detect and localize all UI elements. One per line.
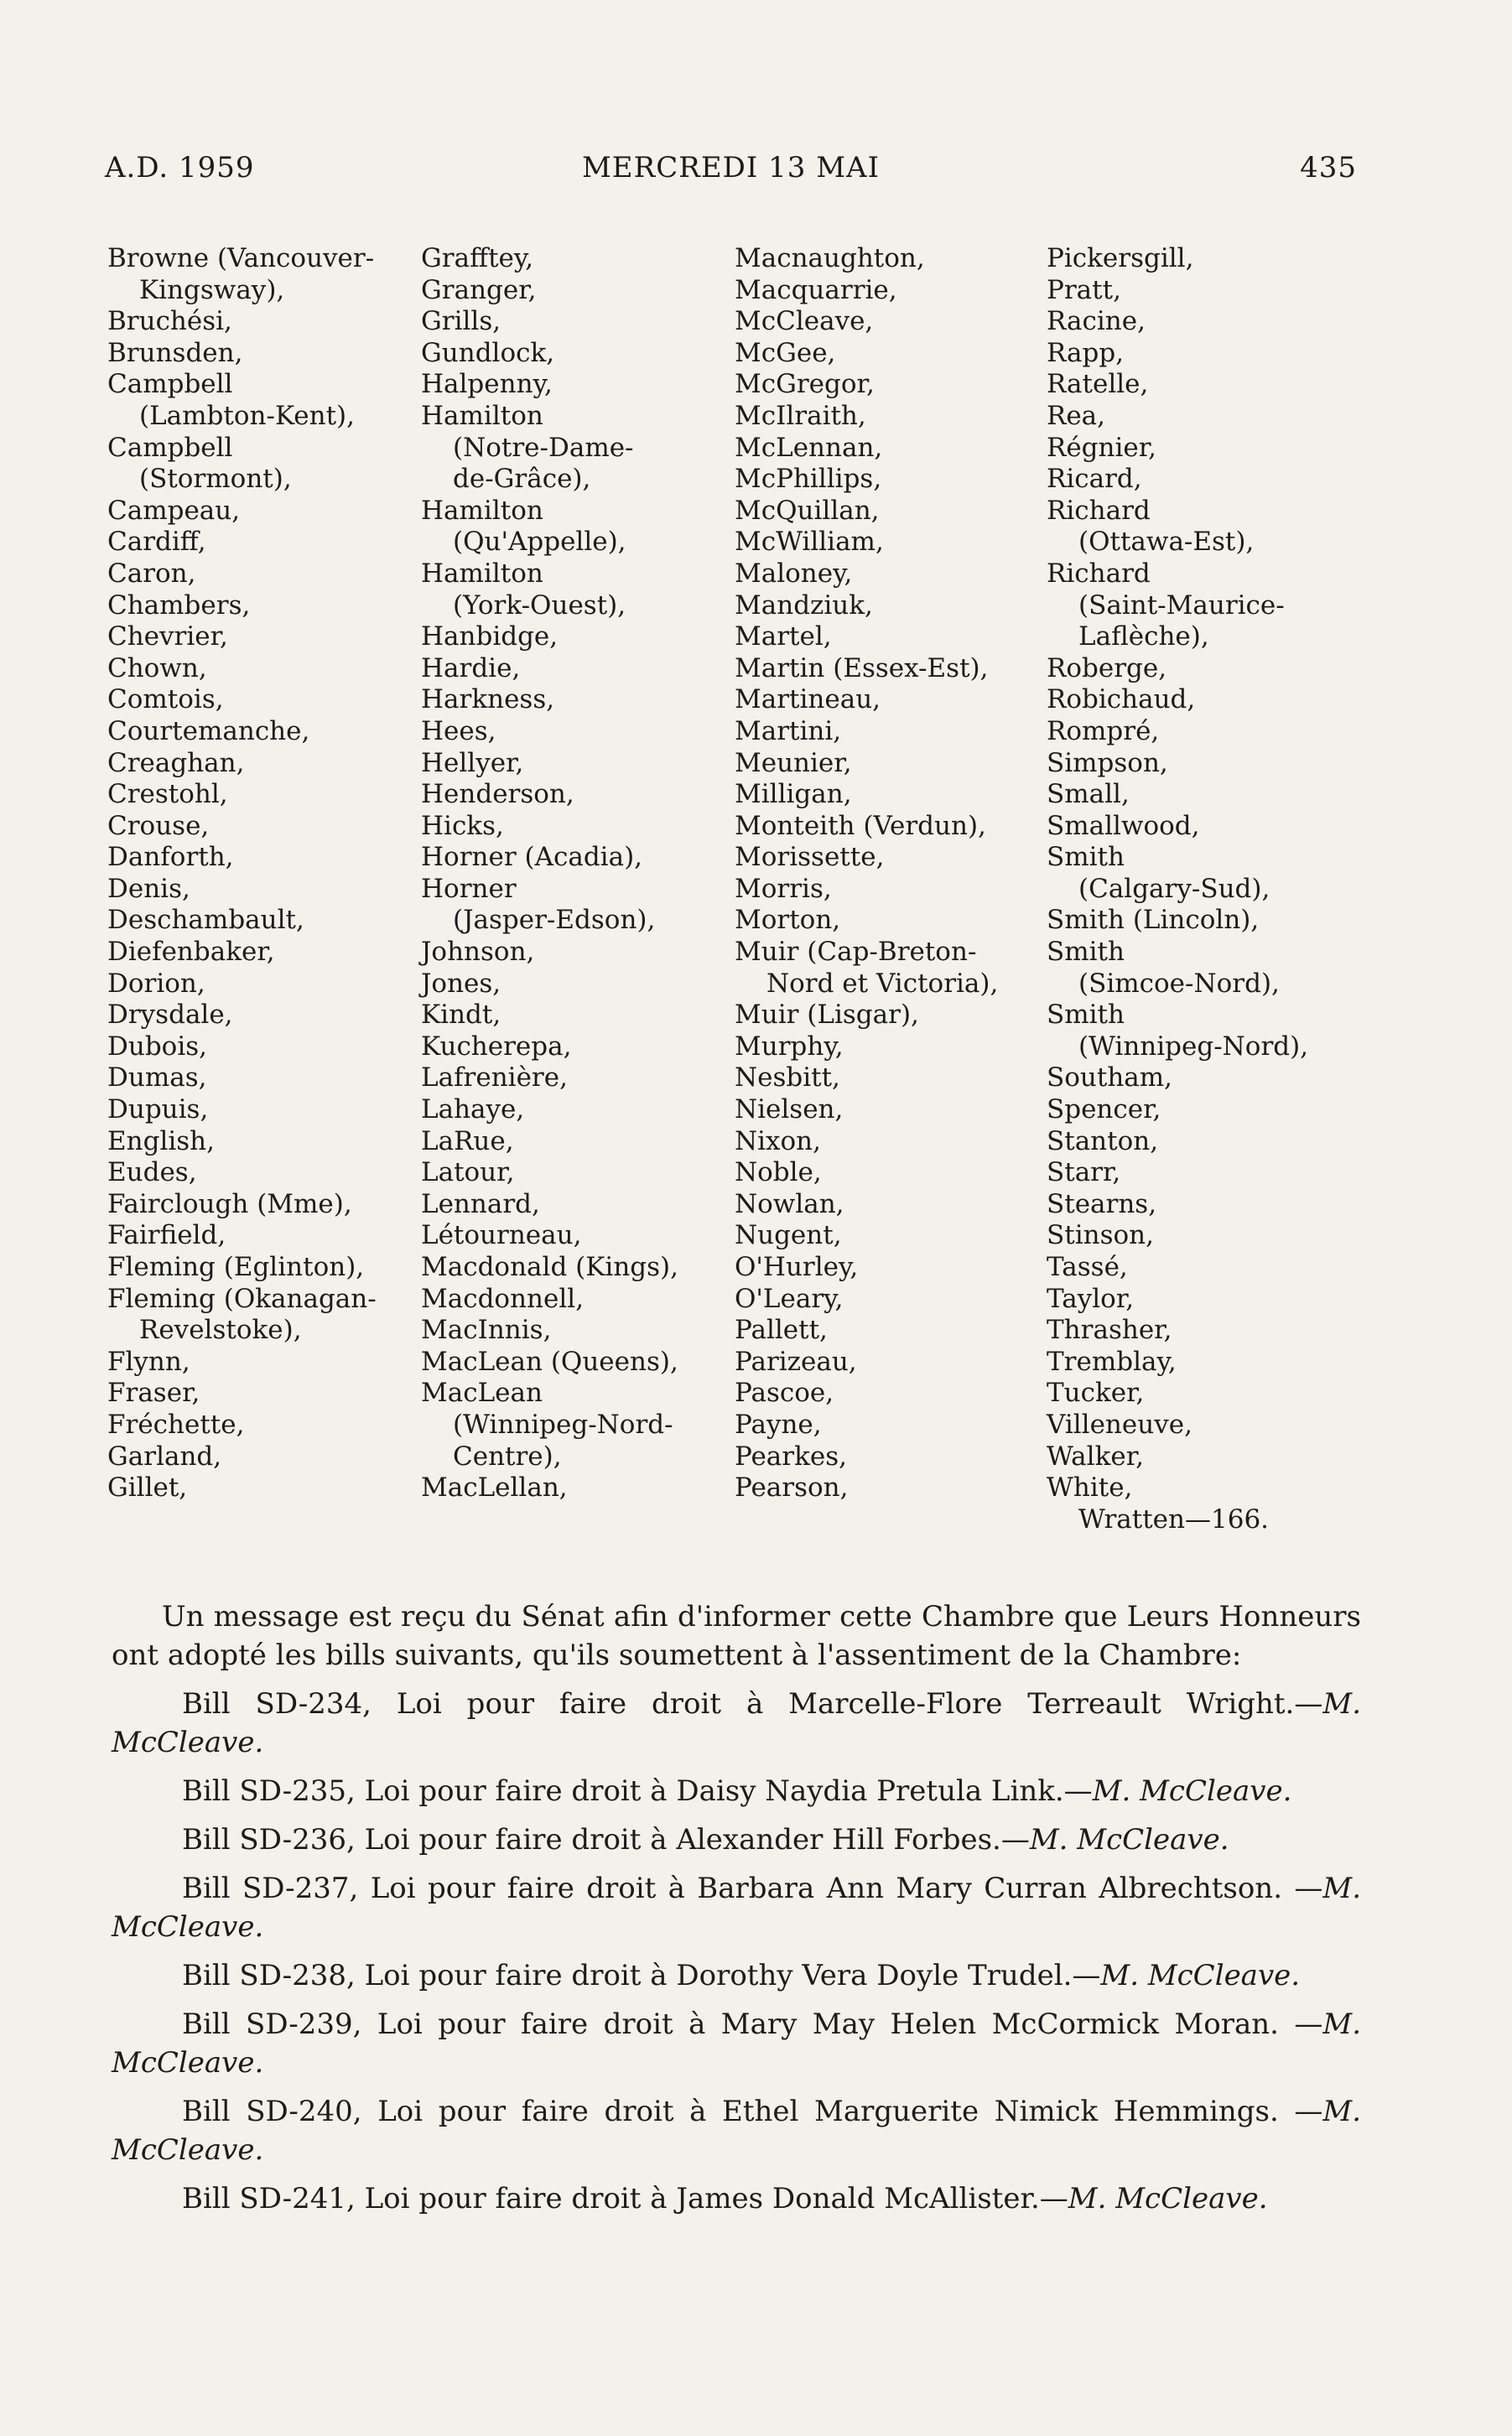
member-name: Dorion, [107, 968, 205, 999]
member-name: MacInnis, [421, 1315, 552, 1346]
member-name: Richard [1047, 558, 1151, 589]
member-name: Lahaye, [421, 1094, 525, 1125]
member-name: Denis, [107, 873, 190, 904]
member-name: (Winnipeg-Nord), [1078, 1031, 1309, 1062]
member-name: Kucherepa, [421, 1031, 572, 1062]
member-name: Laflèche), [1078, 621, 1209, 652]
member-name: Villeneuve, [1047, 1409, 1192, 1440]
member-name: (York-Ouest), [453, 590, 626, 621]
member-name: (Jasper-Edson), [453, 905, 656, 936]
member-name: White, [1047, 1473, 1133, 1504]
member-name: Bruchési, [107, 306, 232, 337]
member-name: O'Leary, [735, 1283, 844, 1314]
member-name: Morton, [735, 905, 841, 936]
member-name: Starr, [1047, 1157, 1121, 1188]
member-name: Rapp, [1047, 337, 1125, 368]
header-year: A.D. 1959 [105, 151, 255, 184]
member-name: (Winnipeg-Nord- [453, 1409, 673, 1440]
bill-sponsor: M. McCleave. [1092, 1774, 1292, 1808]
member-name: Browne (Vancouver- [107, 243, 375, 273]
bill-entry [112, 2179, 1361, 2218]
member-name: Muir (Lisgar), [735, 1000, 919, 1031]
member-name: Pratt, [1047, 274, 1121, 305]
member-name: Tucker, [1047, 1378, 1145, 1409]
member-name: MacLean [421, 1378, 543, 1409]
senate-message-section [112, 1597, 1361, 2228]
member-name: Revelstoke), [139, 1315, 302, 1346]
member-name: Gundlock, [421, 337, 555, 368]
member-name: McLennan, [735, 432, 883, 463]
member-name: Chown, [107, 652, 207, 683]
member-name: Garland, [107, 1441, 222, 1472]
member-name: Hamilton [421, 400, 543, 431]
member-name: Chambers, [107, 590, 251, 621]
member-name: Dubois, [107, 1031, 208, 1062]
member-name: Fleming (Okanagan- [107, 1283, 377, 1314]
bill-entry [112, 2005, 1361, 2082]
member-name: Murphy, [735, 1031, 844, 1062]
member-name: Morissette, [735, 842, 885, 873]
member-name: Pearkes, [735, 1441, 848, 1472]
member-name: Richard [1047, 495, 1151, 526]
bill-sponsor: M. McCleave. [112, 2095, 1361, 2167]
member-name: Maloney, [735, 558, 853, 589]
member-name: Racine, [1047, 306, 1146, 337]
member-name: Smith [1047, 937, 1125, 968]
member-name: Hardie, [421, 652, 521, 683]
member-name: Nesbitt, [735, 1062, 840, 1093]
member-name: Pallett, [735, 1315, 828, 1346]
member-name: Stearns, [1047, 1188, 1157, 1219]
member-name: Cardiff, [107, 527, 206, 558]
member-name: Lennard, [421, 1188, 540, 1219]
member-name: Payne, [735, 1409, 822, 1440]
member-name: Horner (Acadia), [421, 842, 643, 873]
member-name: Tassé, [1047, 1252, 1128, 1282]
member-name: Nugent, [735, 1220, 842, 1251]
member-name: Nielsen, [735, 1094, 844, 1125]
member-name: McCleave, [735, 306, 874, 337]
member-name: Kingsway), [139, 274, 285, 305]
bill-sponsor: M. McCleave. [1068, 2182, 1268, 2215]
bill-text: Bill SD-237, Loi pour faire droit à Barbara Ann Mary Curran Albrechtson. — [182, 1872, 1323, 1905]
page-header [105, 151, 1357, 193]
member-name: Nixon, [735, 1125, 822, 1156]
member-name: Smallwood, [1047, 810, 1200, 841]
member-name: Stanton, [1047, 1125, 1159, 1156]
member-name: Drysdale, [107, 1000, 233, 1031]
member-name: Crouse, [107, 810, 210, 841]
member-name: Grills, [421, 306, 501, 337]
member-name: Hees, [421, 715, 496, 746]
member-name: Diefenbaker, [107, 937, 275, 968]
bill-list [112, 1685, 1361, 2218]
member-name: Kindt, [421, 1000, 501, 1031]
bill-text: Bill SD-236, Loi pour faire droit à Alexander Hill Forbes.— [182, 1823, 1030, 1857]
member-name: Nowlan, [735, 1188, 844, 1219]
member-name: Noble, [735, 1157, 822, 1188]
member-name: Létourneau, [421, 1220, 582, 1251]
member-name: Rea, [1047, 400, 1106, 431]
bill-text: Bill SD-240, Loi pour faire droit à Ethel Marguerite Nimick Hemmings. — [182, 2095, 1323, 2128]
member-column-1 [107, 243, 377, 1504]
member-column-2 [421, 243, 678, 1504]
member-name: Simpson, [1047, 747, 1168, 778]
member-name: Danforth, [107, 842, 234, 873]
member-name: Hellyer, [421, 747, 524, 778]
member-name: Rompré, [1047, 715, 1160, 746]
bill-sponsor: M. McCleave. [112, 2007, 1361, 2080]
member-name: Henderson, [421, 779, 574, 810]
member-name: Smith (Lincoln), [1047, 905, 1260, 936]
member-name: Martel, [735, 621, 832, 652]
bill-sponsor: M. McCleave. [112, 1687, 1361, 1759]
member-name: McPhillips, [735, 464, 882, 495]
member-name: Robichaud, [1047, 684, 1196, 715]
member-name: MacLellan, [421, 1473, 568, 1504]
member-name: Comtois, [107, 684, 224, 715]
member-name: Taylor, [1047, 1283, 1135, 1314]
bill-entry [112, 2092, 1361, 2169]
member-column-4 [1047, 243, 1308, 1535]
member-name: Hamilton [421, 558, 543, 589]
member-name: Horner [421, 873, 517, 904]
member-name: (Calgary-Sud), [1078, 873, 1270, 904]
bill-text: Bill SD-241, Loi pour faire droit à James Donald McAllister.— [182, 2182, 1068, 2215]
member-name: Johnson, [421, 937, 535, 968]
member-name: Caron, [107, 558, 196, 589]
member-name: (Simcoe-Nord), [1078, 968, 1280, 999]
member-name: Halpenny, [421, 369, 553, 400]
member-name: Fréchette, [107, 1409, 245, 1440]
member-name: Walker, [1047, 1441, 1144, 1472]
member-name: (Notre-Dame- [453, 432, 634, 463]
member-name: Macdonald (Kings), [421, 1252, 678, 1282]
bill-text: Bill SD-239, Loi pour faire droit à Mary May Helen McCormick Moran. — [182, 2007, 1323, 2041]
member-name: Eudes, [107, 1157, 197, 1188]
member-name: Mandziuk, [735, 590, 873, 621]
member-name: Harkness, [421, 684, 555, 715]
member-name: Macquarrie, [735, 274, 897, 305]
bill-text: Bill SD-235, Loi pour faire droit à Daisy Naydia Pretula Link.— [182, 1774, 1093, 1808]
member-name: Crestohl, [107, 779, 228, 810]
member-name: Dumas, [107, 1062, 207, 1093]
member-name: Fleming (Eglinton), [107, 1252, 365, 1282]
member-name: Jones, [421, 968, 501, 999]
member-name: McGregor, [735, 369, 875, 400]
member-name: (Saint-Maurice- [1078, 590, 1285, 621]
bill-entry [112, 1956, 1361, 1995]
member-name: Ratelle, [1047, 369, 1149, 400]
member-name: Martin (Essex-Est), [735, 652, 989, 683]
member-name: Pearson, [735, 1473, 849, 1504]
member-name: McWilliam, [735, 527, 884, 558]
member-name: Thrasher, [1047, 1315, 1172, 1346]
member-name: Parizeau, [735, 1346, 857, 1377]
member-name: Martini, [735, 715, 842, 746]
member-name: (Stormont), [139, 464, 292, 495]
member-name: Centre), [453, 1441, 562, 1472]
member-name: Macdonnell, [421, 1283, 585, 1314]
bill-text: Bill SD-234, Loi pour faire droit à Marcelle-Flore Terreault Wright.— [182, 1687, 1323, 1721]
member-name: Pickersgill, [1047, 243, 1194, 273]
member-name: Muir (Cap-Breton- [735, 937, 977, 968]
member-name: Small, [1047, 779, 1130, 810]
bill-sponsor: M. McCleave. [1100, 1959, 1301, 1992]
member-name: Fairclough (Mme), [107, 1188, 352, 1219]
member-name: Macnaughton, [735, 243, 925, 273]
member-name: Chevrier, [107, 621, 228, 652]
member-name: Tremblay, [1047, 1346, 1177, 1377]
member-name: Smith [1047, 842, 1125, 873]
member-name: Dupuis, [107, 1094, 209, 1125]
header-date: MERCREDI 13 MAI [581, 151, 881, 184]
member-name: Courtemanche, [107, 715, 310, 746]
member-name: Campbell [107, 369, 233, 400]
bill-entry [112, 1821, 1361, 1859]
member-name: Southam, [1047, 1062, 1173, 1093]
member-name: (Ottawa-Est), [1078, 527, 1255, 558]
member-name: Hanbidge, [421, 621, 559, 652]
member-column-3 [735, 243, 998, 1504]
member-name: Smith [1047, 1000, 1125, 1031]
member-name: Campeau, [107, 495, 241, 526]
member-name: de-Grâce), [453, 464, 591, 495]
member-name: Hamilton [421, 495, 543, 526]
member-name: Fraser, [107, 1378, 200, 1409]
member-name: Lafrenière, [421, 1062, 568, 1093]
member-name: McGee, [735, 337, 836, 368]
member-name: Morris, [735, 873, 832, 904]
member-name: Latour, [421, 1157, 515, 1188]
member-name: Campbell [107, 432, 233, 463]
member-name: Martineau, [735, 684, 881, 715]
member-name: Brunsden, [107, 337, 243, 368]
bill-text: Bill SD-238, Loi pour faire droit à Dorothy Vera Doyle Trudel.— [182, 1959, 1101, 1992]
member-name: Roberge, [1047, 652, 1167, 683]
member-name: Wratten—166. [1078, 1504, 1270, 1535]
member-name: Hicks, [421, 810, 504, 841]
senate-message: Un message est reçu du Sénat afin d'informer cette Chambre que Leurs Honneurs ont adopté les bills suivants, qu'ils soumettent à l'assentiment de la Chambre: [112, 1600, 1361, 1672]
bill-sponsor: M. McCleave. [112, 1872, 1361, 1944]
member-name: Milligan, [735, 779, 852, 810]
member-name: MacLean (Queens), [421, 1346, 678, 1377]
bill-entry [112, 1685, 1361, 1762]
member-name: Deschambault, [107, 905, 304, 936]
member-name: LaRue, [421, 1125, 514, 1156]
member-name: Nord et Victoria), [766, 968, 999, 999]
member-name: English, [107, 1125, 215, 1156]
member-name: Spencer, [1047, 1094, 1161, 1125]
member-name: O'Hurley, [735, 1252, 859, 1282]
member-name: Meunier, [735, 747, 852, 778]
member-name: Ricard, [1047, 464, 1142, 495]
member-name: Stinson, [1047, 1220, 1154, 1251]
bill-entry [112, 1869, 1361, 1946]
member-name: Granger, [421, 274, 537, 305]
member-name: McIlraith, [735, 400, 866, 431]
member-name: Flynn, [107, 1346, 190, 1377]
member-name: Gillet, [107, 1473, 188, 1504]
member-name: Fairfield, [107, 1220, 226, 1251]
page-number: 435 [1300, 151, 1357, 184]
member-name: (Lambton-Kent), [139, 400, 356, 431]
member-name: McQuillan, [735, 495, 880, 526]
member-name: (Qu'Appelle), [453, 527, 626, 558]
bill-entry [112, 1772, 1361, 1810]
member-name: Monteith (Verdun), [735, 810, 986, 841]
member-name: Régnier, [1047, 432, 1157, 463]
member-name: Grafftey, [421, 243, 534, 273]
bill-sponsor: M. McCleave. [1029, 1823, 1229, 1857]
member-name: Creaghan, [107, 747, 245, 778]
member-name: Pascoe, [735, 1378, 834, 1409]
